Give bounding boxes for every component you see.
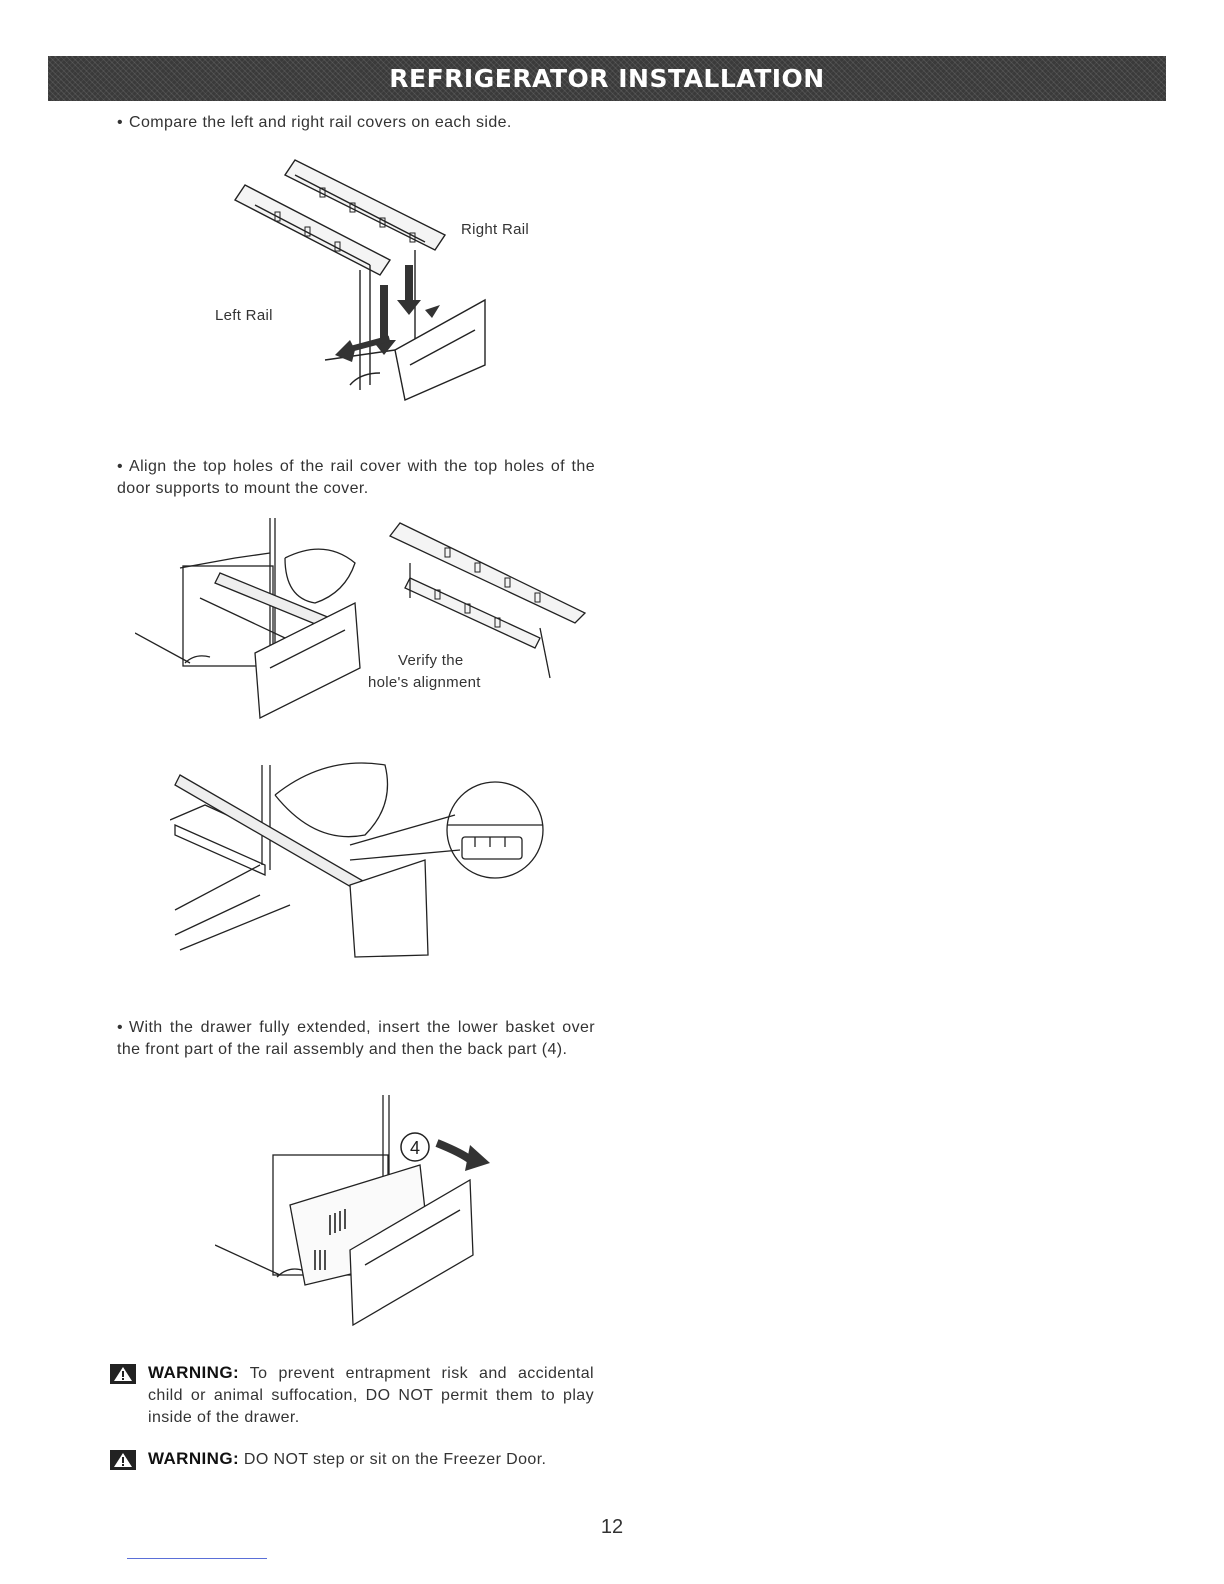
align-holes-figure xyxy=(135,518,595,723)
left-rail-label: Left Rail xyxy=(215,307,273,324)
page-number: 12 xyxy=(600,1516,624,1538)
step-insert-basket xyxy=(117,1017,595,1061)
footer-rule xyxy=(127,1558,267,1559)
step-text: Compare the left and right rail covers on each side. xyxy=(129,114,512,131)
rail-covers-illustration xyxy=(200,150,560,410)
step-compare-rails xyxy=(117,112,595,134)
section-title: REFRIGERATOR INSTALLATION xyxy=(389,64,825,93)
section-banner xyxy=(48,56,1166,101)
basket-insert-illustration xyxy=(215,1095,505,1330)
verify-callout-line1: Verify the xyxy=(398,652,464,669)
rail-covers-figure xyxy=(200,150,560,410)
hole-closeup-illustration xyxy=(170,735,555,960)
step-align-holes xyxy=(117,456,595,500)
bullet: • xyxy=(117,114,124,131)
basket-insert-figure xyxy=(215,1095,505,1330)
bullet: • xyxy=(117,1019,124,1036)
warning-label: WARNING: xyxy=(148,1363,240,1382)
warning-text: DO NOT step or sit on the Freezer Door. xyxy=(239,1451,547,1468)
warning-icon xyxy=(110,1364,136,1384)
hole-closeup-figure xyxy=(170,735,555,960)
step-text: With the drawer fully extended, insert the lower basket over the front part of the rail assembly and then the back part (4). xyxy=(117,1019,595,1058)
warning-icon xyxy=(110,1450,136,1470)
verify-callout-line2: hole's alignment xyxy=(368,674,481,691)
right-rail-label: Right Rail xyxy=(461,221,530,238)
warning-label: WARNING: xyxy=(148,1449,240,1468)
pull-arrow xyxy=(437,1143,490,1171)
step-marker-label: 4 xyxy=(409,1138,421,1158)
warning-text: To prevent entrapment risk and accidental child or animal suffocation, DO NOT permit them to play inside of the drawer. xyxy=(148,1365,594,1426)
warning-entrapment xyxy=(110,1362,594,1429)
warning-freezer-door xyxy=(110,1448,594,1471)
step-text: Align the top holes of the rail cover with the top holes of the door supports to mount the cover. xyxy=(117,458,595,497)
bullet: • xyxy=(117,458,124,475)
align-holes-illustration xyxy=(135,518,595,723)
